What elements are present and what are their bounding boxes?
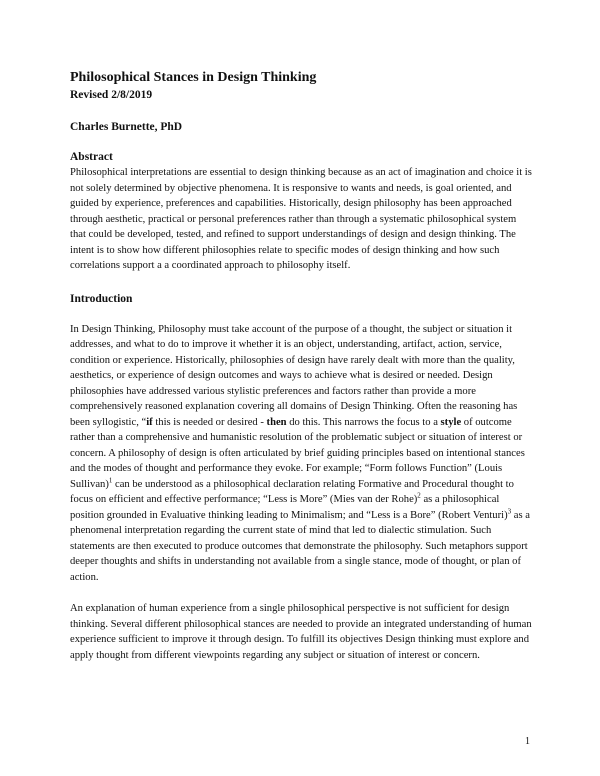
footnote-ref-1[interactable]: 1: [108, 475, 113, 484]
revision-date: Revised 2/8/2019: [70, 89, 153, 101]
intro-text-segment: In Design Thinking, Philosophy must take account of the purpose of a thought, the subject or situation it addresses, and what to do to improve it whether it is an object, understanding, artifact, action, service, condition or experience. Historically, philosophies of design have rarely dealt with more than the quality, aesthetics, or experience of design outcomes and ways to achieve what is desired or needed. Design philosophies have addressed various stylistic preferences and factors rather than provide a more comprehensively reasoned explanation covering all domains of Design Thinking. Often the reasoning has been syllogistic, “: [70, 323, 518, 428]
intro-text-segment: can be understood as a philosophical declaration relating Formative and Procedural thought to focus on efficient and effective performance; “Less is More” (Mies van der Rohe): [70, 478, 514, 505]
intro-emphasis-then: then: [266, 416, 287, 428]
page-content: [70, 70, 532, 663]
footnote-ref-3[interactable]: 3: [507, 506, 512, 515]
intro-text-segment: as a phenomenal interpretation regarding the current state of mind that led to dialectic stimulation. Such statements are then executed to produce outcomes that demonstrate the philosophy. Such metaphors support deeper thoughts and shifts in understanding not available from a single stance, mode of thought, or plan of action.: [70, 509, 530, 583]
intro-emphasis-if: if: [146, 416, 153, 428]
intro-text-segment: as a philosophical position grounded in Evaluative thinking leading to Minimalism; and “Less is a Bore” (Robert Venturi): [70, 494, 508, 521]
intro-emphasis-style: style: [440, 416, 462, 428]
introduction-paragraph-2: An explanation of human experience from a single philosophical perspective is not sufficient for design thinking. Several different philosophical stances are needed to provide an integrated understanding of human experience sufficient to improve it through design. To fulfill its objectives Design thinking must explore and apply thought from different viewpoints regarding any subject or situation of interest or concern.: [70, 603, 532, 661]
intro-text-segment: do this. This narrows the focus to a: [286, 416, 441, 428]
intro-text-segment: of outcome rather than a comprehensive and humanistic resolution of the problematic subject or situation of interest or concern. A philosophy of design is often articulated by brief guiding principles based on intentional stances and the modes of thought and performance they evoke. For example; “Form follows Function” (Louis Sullivan): [70, 416, 525, 490]
page-number: 1: [525, 736, 530, 747]
footnote-ref-2[interactable]: 2: [417, 491, 421, 500]
abstract-heading: Abstract: [70, 151, 113, 163]
author-name: Charles Burnette, PhD: [70, 121, 183, 133]
introduction-heading: Introduction: [70, 292, 133, 305]
abstract-text: Philosophical interpretations are essential to design thinking because as an act of imagination and choice it is not solely determined by objective phenomena. It is responsive to wants and needs, is goal oriented, and guided by experience, preferences and capabilities. Historically, design philosophy has been approached through aesthetic, practical or personal preferences rather than through a systematic philosophical system that could be developed, tested, and refined to support understandings of design and design thinking. The intent is to show how different philosophies relate to specific modes of design thinking and how such correlations support a a coordinated approach to philosophy itself.: [70, 167, 532, 271]
introduction-paragraph-1: [70, 322, 532, 586]
document-title: Philosophical Stances in Design Thinking: [70, 70, 317, 85]
intro-text-segment: this is needed or desired -: [152, 416, 267, 428]
